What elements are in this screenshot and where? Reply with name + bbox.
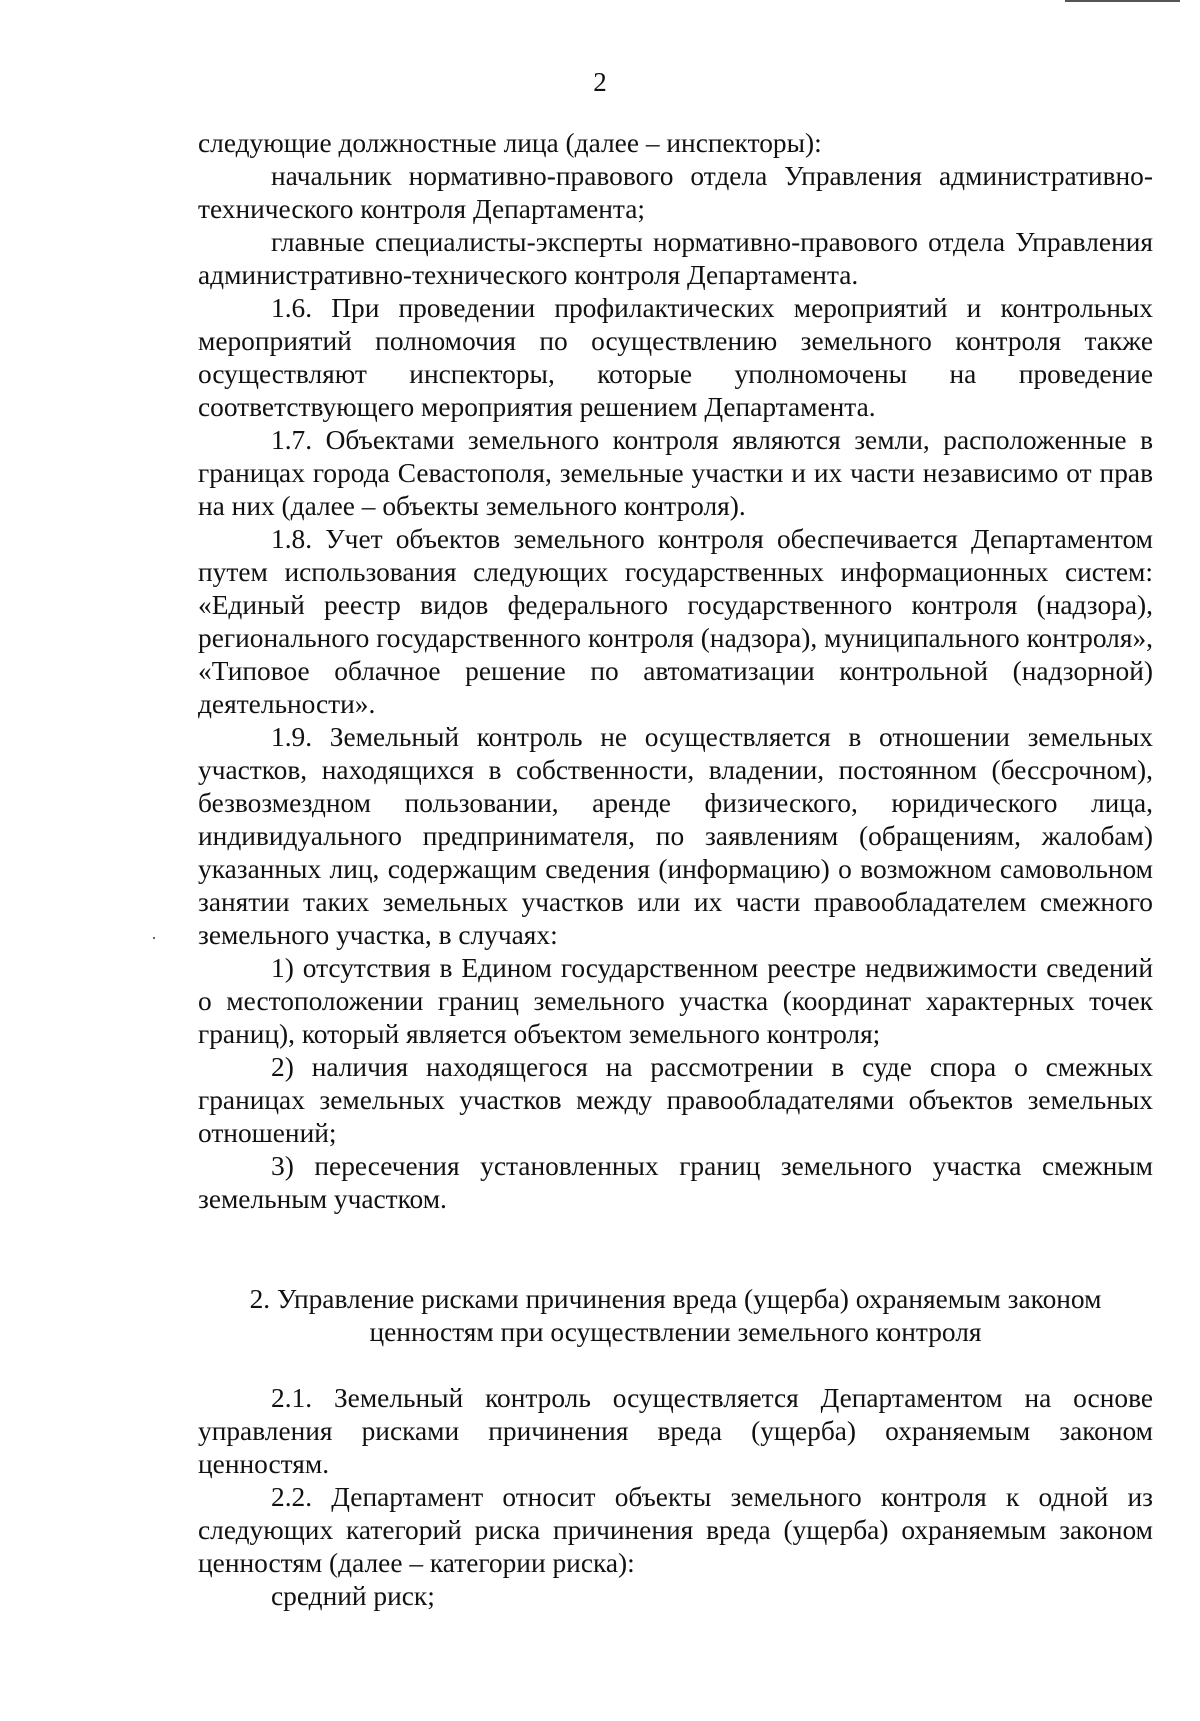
paragraph-2-1: 2.1. Земельный контроль осуществляется Департаментом на основе управления рисками причинения вреда (ущерба) охраняемым законом ценностям. bbox=[198, 1383, 1153, 1479]
paragraph-chief-specialists: главные специалисты-эксперты нормативно-правового отдела Управления административно-технического контроля Департамента. bbox=[198, 227, 1153, 290]
list-item-3: 3) пересечения установленных границ земельного участка смежным земельным участком. bbox=[198, 1151, 1153, 1214]
paragraph-1-9: 1.9. Земельный контроль не осуществляется в отношении земельных участков, находящихся в собственности, владении, постоянном (бессрочном), безвозмездном пользовании, аренде физического, юридического лица, индивидуального предпринимателя, по заявлениям (обращениям, жалобам) указанных лиц, содержащим сведения (информацию) о возможном самовольном занятии таких земельных участков или их части правообладателем смежного земельного участка, в случаях: bbox=[198, 722, 1153, 950]
section-2-body bbox=[198, 1382, 1153, 1613]
paragraph-2-2: 2.2. Департамент относит объекты земельного контроля к одной из следующих категорий риска причинения вреда (ущерба) охраняемым законом ценностям (далее – категории риска): bbox=[198, 1482, 1153, 1578]
list-item-1: 1) отсутствия в Едином государственном реестре недвижимости сведений о местоположении границ земельного участка (координат характерных точек границ), который является объектом земельного контроля; bbox=[198, 953, 1153, 1049]
paragraph-1-7: 1.7. Объектами земельного контроля являются земли, расположенные в границах города Севастополя, земельные участки и их части независимо от прав на них (далее – объекты земельного контроля). bbox=[198, 425, 1153, 521]
risk-category-medium: средний риск; bbox=[271, 1581, 435, 1611]
paragraph-1-6: 1.6. При проведении профилактических мероприятий и контрольных мероприятий полномочия по осуществлению земельного контроля также осуществляют инспекторы, которые уполномочены на проведение соответствующего мероприятия решением Департамента. bbox=[198, 293, 1153, 422]
page-number: 2 bbox=[593, 67, 607, 97]
scan-speck bbox=[153, 937, 155, 939]
section-heading-2: 2. Управление рисками причинения вреда (ущерба) охраняемым законом ценностям при осуществлении земельного контроля bbox=[249, 1284, 1102, 1347]
document-body bbox=[198, 127, 1153, 1216]
list-item-2: 2) наличия находящегося на рассмотрении в суде спора о смежных границах земельных участков между правообладателями объектов земельных отношений; bbox=[198, 1052, 1153, 1148]
paragraph-1-8: 1.8. Учет объектов земельного контроля обеспечивается Департаментом путем использования следующих государственных информационных систем: «Единый реестр видов федерального государственного контроля (надзора), регионального государственного контроля (надзора), муниципального контроля», «Типовое облачное решение по автоматизации контрольной (надзорной) деятельности». bbox=[198, 524, 1153, 719]
paragraph-head-of-department: начальник нормативно-правового отдела Управления административно-технического контроля Департамента; bbox=[198, 161, 1153, 224]
scan-edge-mark bbox=[1065, 0, 1180, 2]
paragraph-officials-intro: следующие должностные лица (далее – инспекторы): bbox=[198, 128, 822, 158]
